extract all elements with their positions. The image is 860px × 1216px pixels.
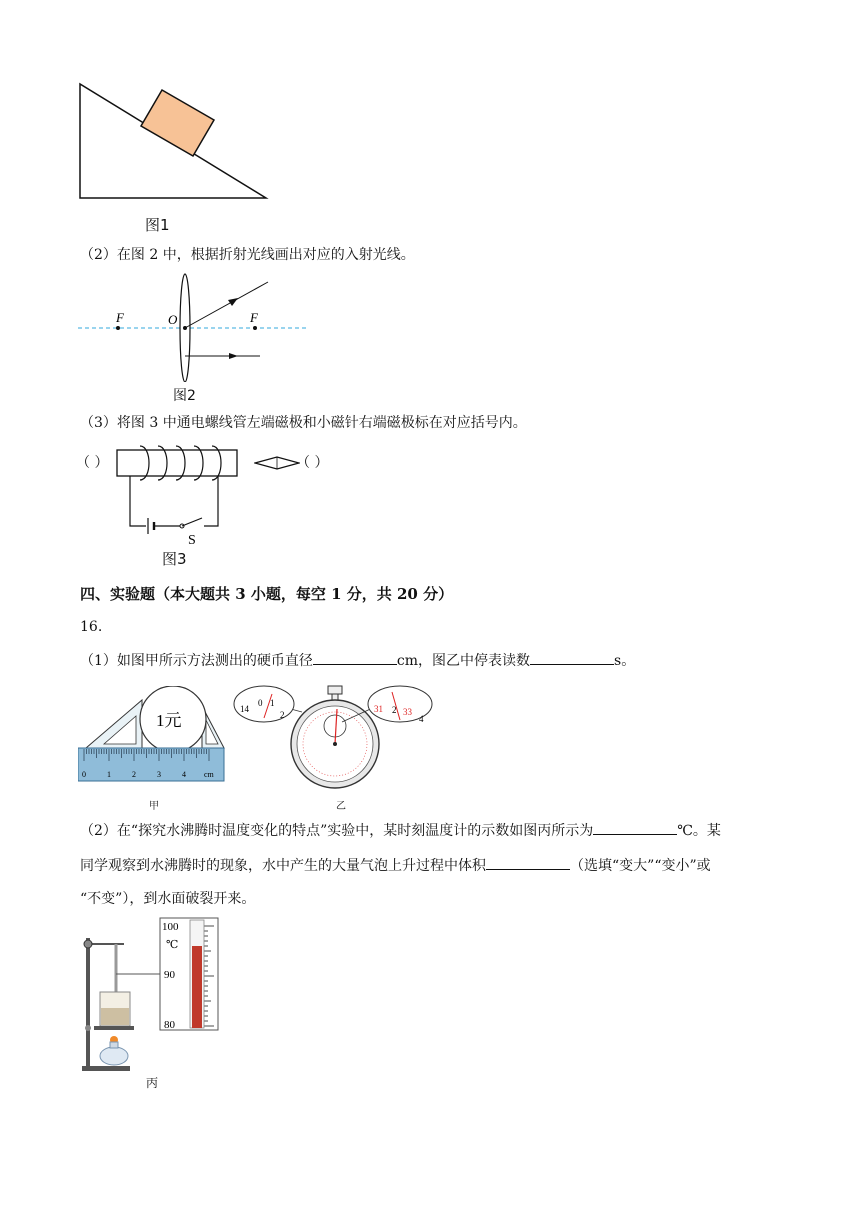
ruler-label-3: 3 <box>157 770 161 779</box>
ruler-unit: cm <box>204 770 214 779</box>
sec-label-31: 31 <box>374 704 383 714</box>
figure-bing-apparatus <box>78 916 228 1076</box>
figure-2-lens <box>78 270 318 382</box>
switch-label: S <box>188 533 196 546</box>
focus-right-dot <box>253 326 257 330</box>
scale-100: 100 <box>162 921 179 933</box>
thermometer-liquid <box>192 946 202 1028</box>
figure-1-caption: 图1 <box>145 216 170 234</box>
label-f-right: F <box>250 310 258 325</box>
wire-right <box>204 476 218 526</box>
question-16-number: 16. <box>80 619 103 635</box>
sec-label-4: 4 <box>419 714 424 724</box>
q16-part-2-line-2 <box>80 855 711 876</box>
min-label-2: 2 <box>280 710 285 720</box>
arrow-head-2 <box>229 353 238 359</box>
stand-rod <box>86 938 90 1068</box>
bracket-right: （ ） <box>296 455 329 471</box>
q16-p2-l2-b: （选填“变大”“变小”或 <box>570 858 711 874</box>
min-label-1: 1 <box>270 698 275 708</box>
question-3-text: （3）将图 3 中通电螺线管左端磁极和小磁针右端磁极标在对应括号内。 <box>80 415 527 431</box>
sec-label-2: 2 <box>392 705 397 715</box>
q16-p1-a: （1）如图甲所示方法测出的硬币直径 <box>80 653 313 669</box>
scale-unit: ℃ <box>166 939 179 951</box>
ruler-label-1: 1 <box>107 770 111 779</box>
ruler-label-4: 4 <box>182 770 186 779</box>
ruler-body <box>78 748 224 781</box>
q16-p2-l2-a: 同学观察到水沸腾时的现象，水中产生的大量气泡上升过程中体积 <box>80 858 486 874</box>
label-f-left: F <box>116 310 124 325</box>
q16-p2-l1-b: ℃。某 <box>677 823 721 839</box>
wire-gauze <box>94 1026 134 1030</box>
q16-part-2-line-1 <box>80 820 721 841</box>
figure-yi-stopwatch <box>232 682 442 790</box>
ruler-label-0: 0 <box>82 770 86 779</box>
question-2-text: （2）在图 2 中，根据折射光线画出对应的入射光线。 <box>80 247 415 263</box>
focus-left-dot <box>116 326 120 330</box>
solenoid-core <box>117 450 237 476</box>
q16-p1-b: cm，图乙中停表读数 <box>396 653 531 669</box>
compass-needle <box>254 456 300 470</box>
stopwatch-reading-blank[interactable] <box>530 650 614 665</box>
ruler-label-2: 2 <box>132 770 136 779</box>
switch-lever <box>182 518 202 526</box>
figure-bing-caption: 丙 <box>146 1076 159 1090</box>
figure-jia-caption: 甲 <box>149 801 159 812</box>
q16-p2-l1-a: （2）在“探究水沸腾时温度变化的特点”实验中，某时刻温度计的示数如图丙所示为 <box>80 823 594 839</box>
figure-yi-caption: 乙 <box>336 801 346 812</box>
label-o: O <box>168 312 178 327</box>
sec-label-33: 33 <box>403 707 412 717</box>
arrow-head-1 <box>228 298 238 306</box>
coin-label: 1元 <box>156 711 182 730</box>
scale-90: 90 <box>164 969 175 981</box>
figure-2-caption: 图2 <box>173 388 196 404</box>
figure-3-solenoid <box>112 444 242 546</box>
bracket-left: （ ） <box>76 455 109 471</box>
q16-part-2-line-3: “不变”），到水面破裂开来。 <box>80 891 256 907</box>
figure-3-caption: 图3 <box>162 550 187 568</box>
question-16-part-1 <box>80 650 635 671</box>
section-4-title: 四、实验题（本大题共 3 小题，每空 1 分，共 20 分） <box>80 585 454 603</box>
stopwatch-crown <box>328 686 342 694</box>
coin-diameter-blank[interactable] <box>313 650 397 665</box>
alcohol-lamp <box>100 1047 128 1065</box>
bubble-volume-blank[interactable] <box>486 855 570 870</box>
min-label-0: 0 <box>258 698 263 708</box>
q16-p1-c: s。 <box>614 653 636 669</box>
figure-jia-ruler-coin <box>78 686 226 782</box>
wire-left <box>130 476 146 526</box>
figure-1-incline <box>78 80 278 202</box>
temperature-blank[interactable] <box>593 820 677 835</box>
min-label-14: 14 <box>240 704 249 714</box>
scale-80: 80 <box>164 1019 175 1031</box>
